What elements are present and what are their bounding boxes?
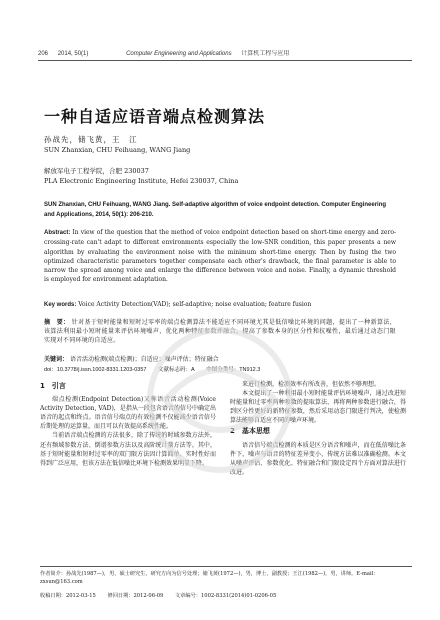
journal-name: Computer Engineering and Applications <box>126 51 232 57</box>
abstract-en-label: Abstract: <box>44 230 71 236</box>
revised-date: 修回日期：2012-06-09 <box>107 593 164 599</box>
left-column <box>40 380 216 468</box>
footnote-dates <box>40 592 412 600</box>
author-footnote: 作者简介：孙战先(1987—)，男，硕士研究生，研究方向为信号处理；储飞黄(1972—)，男，博士，副教授；王江(1982—)，男，讲师。E-mail：zxsun@163.com <box>40 566 412 586</box>
section-heading: 2 基本思想 <box>230 427 270 436</box>
paper-title: 一种自适应语音端点检测算法 <box>44 107 266 126</box>
keywords-cn <box>44 355 396 364</box>
keywords-en-label: Key words: <box>44 302 77 308</box>
keywords-en <box>44 300 396 310</box>
volume-issue: 2014, 50(1) <box>57 51 89 57</box>
body-paragraph: 端点检测(Endpoint Detection)又称语音活动检测(Voice Activity Detection, VAD)，是指从一段包含语音的信号中确定出语音的起点和终点。语音信号端点的有效检测不仅能减少语音信号后期处理的运算量，而且可以有效提高系统性能。 <box>40 396 216 431</box>
journal-name-cn: 计算机工程与应用 <box>241 51 290 57</box>
received-date: 收稿日期：2012-03-15 <box>40 593 96 599</box>
body-paragraph: 当前语音端点检测的方法很多，除了传统的时域参数方法外，还有频域参数方法、倒谱参数方法以及高阶统计量方法等。其中，基于短时能量和短时过零率的双门限方法因计算简单、实时性好而得到广泛应用，但该方法在低信噪比环境下检测效果明显下降。 <box>40 432 216 467</box>
section-heading: 1 引言 <box>40 382 66 390</box>
document-info <box>44 366 396 374</box>
authors-en: SUN Zhanxian, CHU Feihuang, WANG Jiang <box>44 146 191 154</box>
article-number: 文章编号：1002-8331(2014)01-0206-05 <box>175 593 277 599</box>
abstract-cn-label: 摘 要： <box>44 319 70 326</box>
abstract-cn <box>44 318 396 346</box>
doc-clc: 中图分类号：TN912.3 <box>206 367 261 373</box>
body-paragraph: 来进行检测，检测效率有所改善，但依然不够理想。 <box>242 381 381 388</box>
keywords-cn-label: 关键词： <box>44 356 69 363</box>
body-paragraph: 语音信号端点检测的本质是区分语音和噪声，而在低信噪比条件下，噪声与语音的特征差异变小，传统方法难以准确检测。本文从噪声评估、参数优化、特征融合和门限设定四个方面对算法进行改进。 <box>230 441 406 476</box>
running-head <box>38 50 412 61</box>
abstract-en-text: In view of the question that the method of voice endpoint detection based on short-time energy and zero-crossing-rate can't adapt to different environments especially the low-SNR condition, this paper presents a new algorithm by evaluating the environment noise with the minimum short-time energy. Then by fusing the two optimized characteristic parameters together compensate each other's drawback, the final parameter is able to narrow the spread among voice and enlarge the difference between voice and noise. Finally, a dynamic threshold is employed for environment adaptation. <box>44 229 396 284</box>
authors-cn: 孙战先，储飞黄，王 江 <box>44 135 138 144</box>
keywords-en-text: Voice Activity Detection(VAD); self-adaptive; noise evaluation; feature fusion <box>78 301 312 308</box>
body-paragraph: 本文提出了一种利用最小短时能量评估环境噪声，通过改进短时能量和过零率两种参数的提取算法，再将两种参数进行融合，得到区分性更好的新特征参数，然后采用动态门限进行判决，使检测算法能够自适应不同的噪声环境。 <box>230 390 406 425</box>
affiliation-en: PLA Electronic Engineering Institute, Hefei 230037, China <box>44 177 239 185</box>
citation: SUN Zhanxian, CHU Feihuang, WANG Jiang. Self-adaptive algorithm of voice endpoint detection. Computer Engineering and Applications, 2014, 50(1): 206-210. <box>44 202 387 218</box>
doc-doi: doi：10.3778/j.issn.1002-8331.1203-0357 <box>44 367 147 373</box>
abstract-cn-text: 针对基于短时能量和短时过零率的端点检测算法不能适应不同环境尤其是低信噪比环境的问题，提出了一种新算法，该算法利用最小短时能量来评估环境噪声，优化两种特征参数并融合，提高了参数本身的区分性和抗噪性，最后通过动态门限实现对不同环境的自适应。 <box>44 319 397 345</box>
abstract-en <box>44 228 396 285</box>
right-column <box>230 380 406 477</box>
page-number: 206 <box>38 51 49 57</box>
keywords-cn-text: 语音活动检测(端点检测)；自适应；噪声评估；特征融合 <box>69 356 219 363</box>
doc-code: 文献标志码：A <box>157 367 195 373</box>
affiliation-cn: 解放军电子工程学院，合肥 230037 <box>44 167 149 175</box>
